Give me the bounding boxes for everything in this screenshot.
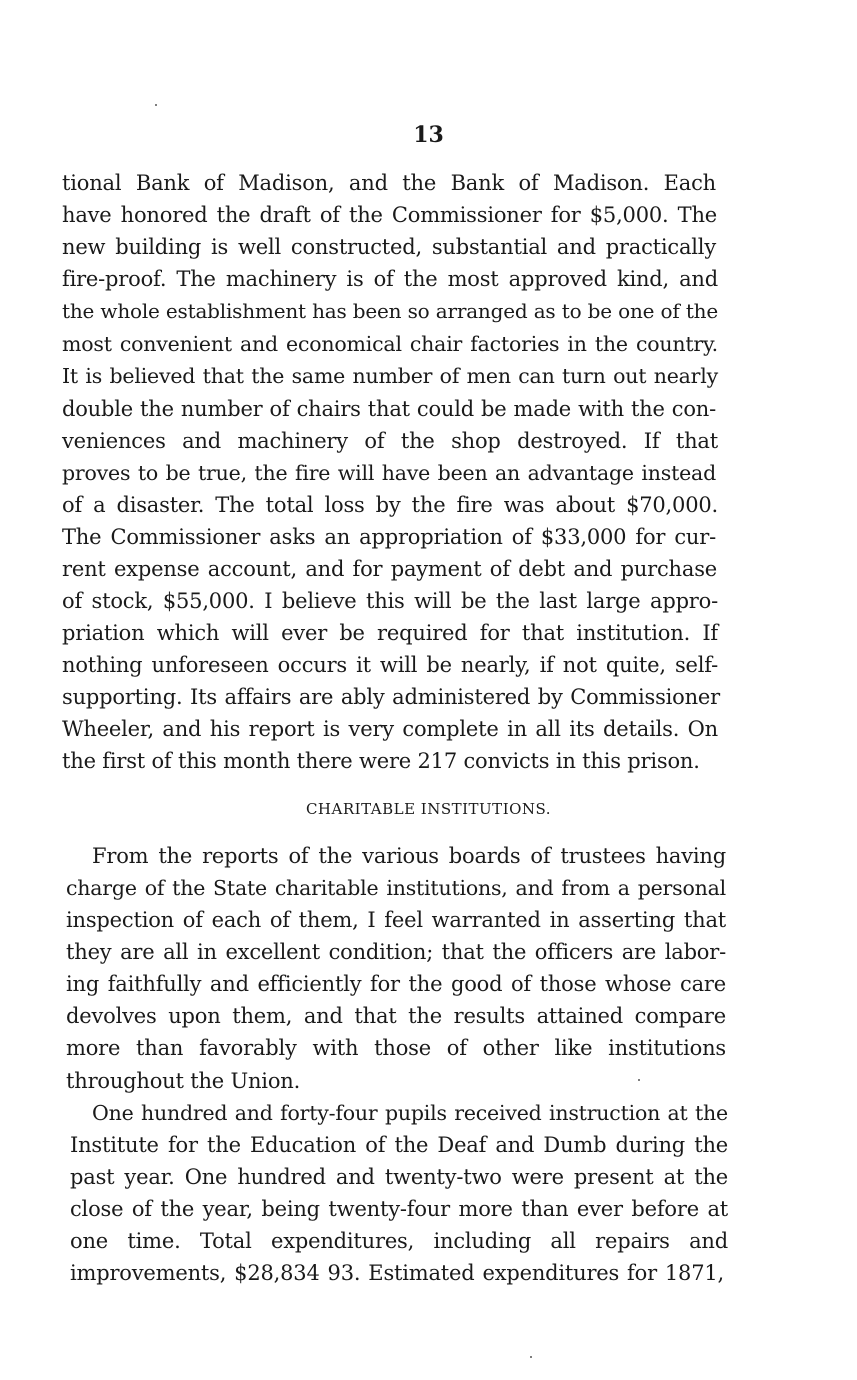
print-speck	[155, 104, 157, 106]
text-line: improvements, $28,834 93. Estimated expenditures for 1871,	[70, 1261, 724, 1285]
print-speck	[530, 1356, 532, 1358]
text-line: they are all in excellent condition; that the officers are labor-	[66, 940, 726, 964]
text-line: Wheeler, and his report is very complete in all its details. On	[62, 717, 718, 741]
text-line: priation which will ever be required for that institution. If	[62, 621, 718, 645]
text-line: throughout the Union.	[66, 1069, 301, 1093]
text-line: The Commissioner asks an appropriation of $33,000 for cur-	[62, 525, 716, 549]
text-line: inspection of each of them, I feel warranted in asserting that	[66, 908, 726, 932]
text-line: It is believed that the same number of men can turn out nearly	[62, 364, 718, 388]
text-line: charge of the State charitable institutions, and from a personal	[66, 876, 726, 900]
text-line: past year. One hundred and twenty-two were present at the	[70, 1165, 728, 1189]
text-line: of stock, $55,000. I believe this will be the last large appro-	[62, 589, 718, 613]
text-line: fire-proof. The machinery is of the most approved kind, and	[62, 267, 718, 291]
text-line: tional Bank of Madison, and the Bank of Madison. Each	[62, 171, 716, 195]
text-line: the whole establishment has been so arranged as to be one of the	[62, 299, 718, 323]
text-line: the first of this month there were 217 convicts in this prison.	[62, 749, 700, 773]
text-line: devolves upon them, and that the results attained compare	[66, 1004, 726, 1028]
text-line: One hundred and forty-four pupils received instruction at the	[92, 1101, 728, 1125]
text-line: one time. Total expenditures, including all repairs and	[70, 1229, 728, 1253]
text-line: supporting. Its affairs are ably administered by Commissioner	[62, 685, 720, 709]
text-line: have honored the draft of the Commissioner for $5,000. The	[62, 203, 717, 227]
text-line: double the number of chairs that could be made with the con-	[62, 397, 716, 421]
text-line: close of the year, being twenty-four more than ever before at	[70, 1197, 728, 1221]
text-line: more than favorably with those of other like institutions	[66, 1036, 726, 1060]
text-line: nothing unforeseen occurs it will be nearly, if not quite, self-	[62, 653, 718, 677]
text-line: rent expense account, and for payment of debt and purchase	[62, 557, 717, 581]
text-line: From the reports of the various boards of trustees having	[92, 844, 726, 868]
text-line: ing faithfully and efficiently for the good of those whose care	[66, 972, 726, 996]
text-line: proves to be true, the fire will have been an advantage instead	[62, 461, 716, 485]
text-line: of a disaster. The total loss by the fire was about $70,000.	[62, 493, 718, 517]
page-number: 13	[413, 122, 444, 148]
text-line: Institute for the Education of the Deaf and Dumb during the	[70, 1133, 728, 1157]
text-line: veniences and machinery of the shop destroyed. If that	[62, 429, 718, 453]
print-speck	[638, 1079, 640, 1081]
text-line: new building is well constructed, substantial and practically	[62, 235, 716, 259]
text-line: most convenient and economical chair factories in the country.	[62, 332, 718, 356]
section-heading: CHARITABLE INSTITUTIONS.	[305, 800, 552, 818]
